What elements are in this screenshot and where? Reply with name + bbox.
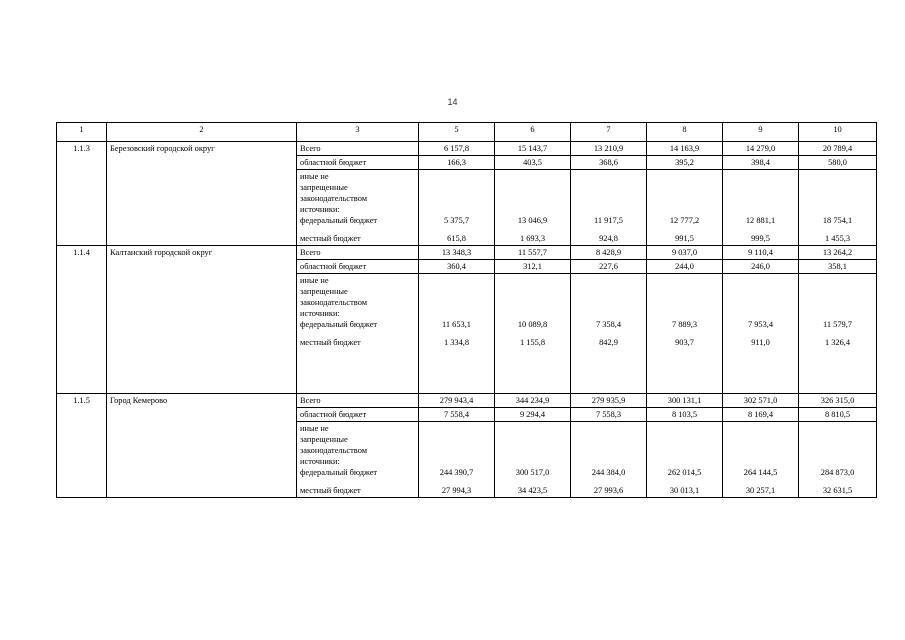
federal-value: 284 873,0 xyxy=(820,468,855,477)
other-sources-values xyxy=(571,422,647,498)
other-sources-label-line: иные не xyxy=(300,172,329,181)
total-value: 15 143,7 xyxy=(495,142,571,156)
regional-value: 368,6 xyxy=(571,156,647,170)
other-sources-values xyxy=(647,274,723,394)
source-label-regional: областной бюджет xyxy=(297,156,419,170)
regional-value: 358,1 xyxy=(799,260,877,274)
item-number: 1.1.3 xyxy=(57,142,107,246)
other-sources-label-line: иные не xyxy=(300,276,329,285)
federal-value: 11 653,1 xyxy=(441,320,471,329)
local-value: 34 423,5 xyxy=(517,486,548,495)
other-sources-values xyxy=(799,422,877,498)
local-budget-label: местный бюджет xyxy=(300,234,361,243)
total-value: 14 279,0 xyxy=(723,142,799,156)
regional-value: 8 810,5 xyxy=(799,408,877,422)
regional-value: 227,6 xyxy=(571,260,647,274)
total-value: 279 943,4 xyxy=(419,394,495,408)
total-value: 279 935,9 xyxy=(571,394,647,408)
total-value: 326 315,0 xyxy=(799,394,877,408)
item-number: 1.1.4 xyxy=(57,246,107,394)
header-cell: 3 xyxy=(297,123,419,142)
other-sources-values xyxy=(495,422,571,498)
other-sources-values xyxy=(723,274,799,394)
local-value: 924,8 xyxy=(599,234,618,243)
other-sources-values xyxy=(419,422,495,498)
total-value: 8 428,9 xyxy=(571,246,647,260)
local-value: 999,5 xyxy=(751,234,770,243)
local-budget-label: местный бюджет xyxy=(300,338,361,347)
other-sources-label-line: источники: xyxy=(300,309,340,318)
federal-value: 13 046,9 xyxy=(517,216,548,225)
municipality-name: Березовский городской округ xyxy=(107,142,297,246)
header-cell: 10 xyxy=(799,123,877,142)
federal-value: 7 953,4 xyxy=(747,320,774,329)
federal-budget-label: федеральный бюджет xyxy=(300,320,378,329)
local-value: 991,5 xyxy=(675,234,694,243)
local-value: 1 334,8 xyxy=(443,338,470,347)
federal-value: 11 917,5 xyxy=(593,216,623,225)
regional-value: 312,1 xyxy=(495,260,571,274)
federal-value: 11 579,7 xyxy=(822,320,852,329)
federal-value: 5 375,7 xyxy=(443,216,470,225)
federal-value: 12 777,2 xyxy=(669,216,700,225)
local-value: 30 013,1 xyxy=(669,486,700,495)
total-value: 9 110,4 xyxy=(723,246,799,260)
regional-value: 398,4 xyxy=(723,156,799,170)
local-value: 903,7 xyxy=(675,338,694,347)
budget-table xyxy=(56,122,877,498)
local-value: 30 257,1 xyxy=(745,486,776,495)
local-value: 1 326,4 xyxy=(824,338,851,347)
regional-value: 580,0 xyxy=(799,156,877,170)
other-sources-values xyxy=(495,170,571,246)
header-cell: 9 xyxy=(723,123,799,142)
local-value: 1 455,3 xyxy=(824,234,851,243)
local-value: 27 994,3 xyxy=(441,486,472,495)
total-row xyxy=(57,394,877,408)
total-row xyxy=(57,142,877,156)
other-sources-values xyxy=(799,170,877,246)
other-sources-values xyxy=(419,274,495,394)
regional-value: 9 294,4 xyxy=(495,408,571,422)
header-cell: 5 xyxy=(419,123,495,142)
other-sources-values xyxy=(419,170,495,246)
source-label-other xyxy=(297,422,419,498)
regional-value: 8 103,5 xyxy=(647,408,723,422)
local-budget-label: местный бюджет xyxy=(300,486,361,495)
regional-value: 8 169,4 xyxy=(723,408,799,422)
page-number: 14 xyxy=(447,97,458,107)
other-sources-values xyxy=(799,274,877,394)
other-sources-values xyxy=(723,170,799,246)
other-sources-label-line: запрещенные xyxy=(300,183,348,192)
regional-value: 244,0 xyxy=(647,260,723,274)
other-sources-values xyxy=(571,170,647,246)
total-value: 344 234,9 xyxy=(495,394,571,408)
other-sources-values xyxy=(495,274,571,394)
source-label-other xyxy=(297,170,419,246)
local-value: 615,8 xyxy=(447,234,466,243)
federal-value: 7 358,4 xyxy=(595,320,622,329)
source-label-total: Всего xyxy=(297,246,419,260)
municipality-name: Калтанский городской округ xyxy=(107,246,297,394)
total-value: 300 131,1 xyxy=(647,394,723,408)
total-value: 13 348,3 xyxy=(419,246,495,260)
regional-value: 7 558,4 xyxy=(419,408,495,422)
other-sources-values xyxy=(647,170,723,246)
other-sources-label-line: законодательством xyxy=(300,194,368,203)
header-cell: 1 xyxy=(57,123,107,142)
other-sources-label-line: иные не xyxy=(300,424,329,433)
regional-value: 403,5 xyxy=(495,156,571,170)
federal-value: 264 144,5 xyxy=(743,468,778,477)
total-row xyxy=(57,246,877,260)
source-label-regional: областной бюджет xyxy=(297,408,419,422)
source-label-regional: областной бюджет xyxy=(297,260,419,274)
municipality-name: Город Кемерово xyxy=(107,394,297,498)
federal-value: 300 517,0 xyxy=(515,468,550,477)
federal-value: 18 754,1 xyxy=(822,216,853,225)
other-sources-label-line: запрещенные xyxy=(300,435,348,444)
regional-value: 395,2 xyxy=(647,156,723,170)
local-value: 27 993,6 xyxy=(593,486,624,495)
total-value: 13 264,2 xyxy=(799,246,877,260)
federal-value: 244 390,7 xyxy=(439,468,474,477)
federal-value: 10 089,8 xyxy=(517,320,548,329)
other-sources-values xyxy=(571,274,647,394)
other-sources-label-line: законодательством xyxy=(300,446,368,455)
federal-value: 7 889,3 xyxy=(671,320,698,329)
other-sources-values xyxy=(723,422,799,498)
regional-value: 7 558,3 xyxy=(571,408,647,422)
source-label-total: Всего xyxy=(297,394,419,408)
header-cell: 7 xyxy=(571,123,647,142)
header-cell: 2 xyxy=(107,123,297,142)
source-label-total: Всего xyxy=(297,142,419,156)
source-label-other xyxy=(297,274,419,394)
total-value: 20 789,4 xyxy=(799,142,877,156)
total-value: 11 557,7 xyxy=(495,246,571,260)
regional-value: 360,4 xyxy=(419,260,495,274)
total-value: 14 163,9 xyxy=(647,142,723,156)
other-sources-label-line: запрещенные xyxy=(300,287,348,296)
total-value: 302 571,0 xyxy=(723,394,799,408)
other-sources-label-line: законодательством xyxy=(300,298,368,307)
header-cell: 8 xyxy=(647,123,723,142)
federal-value: 12 881,1 xyxy=(745,216,776,225)
local-value: 32 631,5 xyxy=(822,486,853,495)
total-value: 9 037,0 xyxy=(647,246,723,260)
other-sources-label-line: источники: xyxy=(300,205,340,214)
federal-budget-label: федеральный бюджет xyxy=(300,216,378,225)
federal-value: 244 384,0 xyxy=(591,468,626,477)
item-number: 1.1.5 xyxy=(57,394,107,498)
other-sources-label-line: источники: xyxy=(300,457,340,466)
local-value: 911,0 xyxy=(751,338,770,347)
federal-budget-label: федеральный бюджет xyxy=(300,468,378,477)
federal-value: 262 014,5 xyxy=(667,468,702,477)
total-value: 6 157,8 xyxy=(419,142,495,156)
header-row xyxy=(57,123,877,142)
local-value: 842,9 xyxy=(599,338,618,347)
regional-value: 166,3 xyxy=(419,156,495,170)
local-value: 1 693,3 xyxy=(519,234,546,243)
total-value: 13 210,9 xyxy=(571,142,647,156)
regional-value: 246,0 xyxy=(723,260,799,274)
other-sources-values xyxy=(647,422,723,498)
header-cell: 6 xyxy=(495,123,571,142)
local-value: 1 155,8 xyxy=(519,338,546,347)
